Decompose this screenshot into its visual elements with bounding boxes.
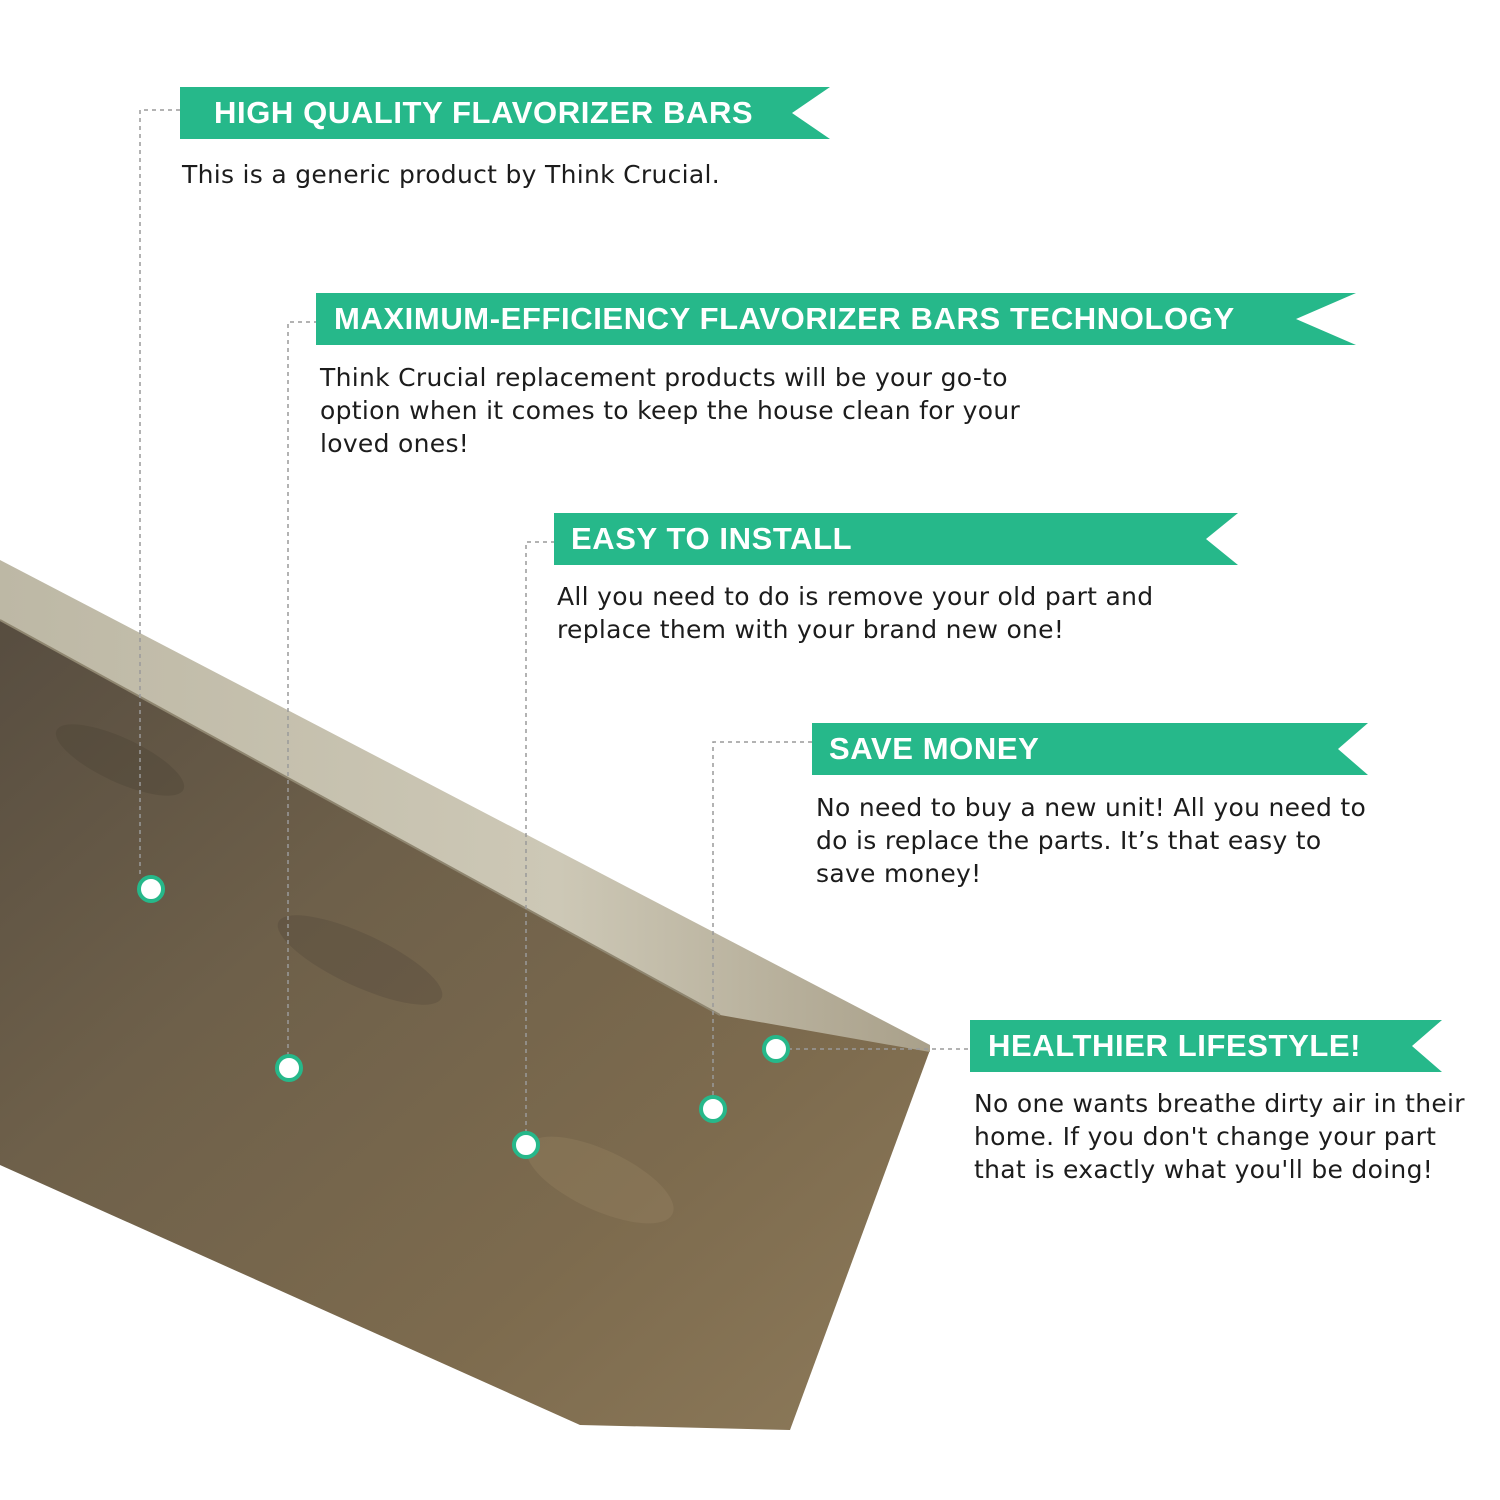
callout-marker-1 [139, 877, 163, 901]
callout-marker-5 [764, 1037, 788, 1061]
feature-4-description: No need to buy a new unit! All you need to do is replace the parts. It’s that easy to save money! [816, 793, 1367, 888]
feature-1-title: HIGH QUALITY FLAVORIZER BARS [214, 95, 754, 130]
callout-marker-4 [701, 1097, 725, 1121]
feature-2-description: Think Crucial replacement products will be your go-to option when it comes to keep the house clean for your loved ones! [320, 363, 1021, 458]
feature-3-banner [554, 513, 1238, 565]
feature-5-banner [970, 1020, 1442, 1072]
feature-2-banner [316, 293, 1356, 345]
feature-4-title: SAVE MONEY [829, 731, 1040, 766]
feature-5-title: HEALTHIER LIFESTYLE! [988, 1028, 1362, 1063]
feature-4-banner [812, 723, 1368, 775]
feature-1-banner [180, 87, 830, 139]
feature-1-description: This is a generic product by Think Crucial. [182, 160, 721, 189]
feature-5-description: No one wants breathe dirty air in their home. If you don't change your part that is exactly what you'll be doing! [974, 1089, 1465, 1184]
callout-marker-2 [277, 1056, 301, 1080]
callout-marker-3 [514, 1133, 538, 1157]
feature-3-description: All you need to do is remove your old part and replace them with your brand new one! [557, 582, 1154, 644]
feature-3-title: EASY TO INSTALL [571, 521, 853, 556]
feature-2-title: MAXIMUM-EFFICIENCY FLAVORIZER BARS TECHNOLOGY [334, 301, 1235, 336]
